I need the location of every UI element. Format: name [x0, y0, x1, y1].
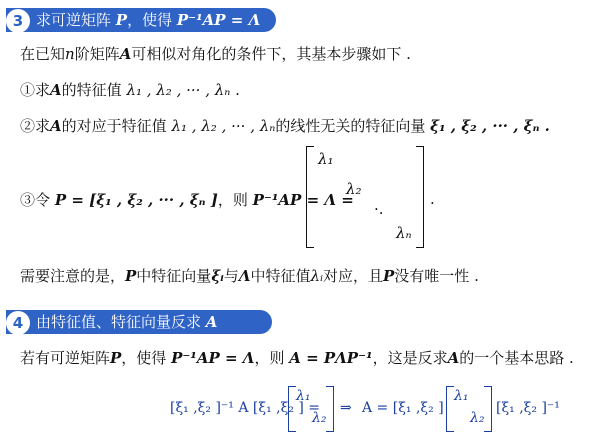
text: 若有可逆矩阵: [20, 349, 111, 367]
note-line: [20, 266, 479, 286]
text: 对应，且: [323, 267, 384, 285]
diag-dots: ·.: [374, 200, 384, 218]
diag-entry-2: λ₂: [312, 410, 327, 426]
formula-mid: A = [ξ₁ ,ξ₂ ]: [362, 400, 444, 416]
eigenvalues: λ₁ , λ₂ , ··· , λₙ .: [126, 81, 240, 99]
matrix-right-bracket: [484, 386, 492, 432]
title-equation: P⁻¹AP = Λ: [176, 11, 261, 29]
section-number-badge: 4: [6, 311, 30, 335]
section-3-header: [6, 8, 276, 32]
text: 阶矩阵: [74, 45, 120, 63]
step-marker: ②: [20, 117, 36, 135]
eigenvectors: ξ₁ , ξ₂ , ··· , ξₙ .: [430, 117, 550, 135]
section-number-badge: 3: [6, 9, 30, 33]
reverse-line: [20, 348, 574, 368]
matrix-right-bracket: [416, 146, 424, 248]
text: 中特征值: [250, 267, 311, 285]
section-title: [36, 310, 217, 334]
step-marker: ①: [20, 81, 36, 99]
text: 求: [35, 81, 51, 99]
text: 没有唯一性 .: [394, 267, 479, 285]
text: ，这是反求: [372, 349, 448, 367]
section-title: [36, 8, 260, 32]
intro-line: [20, 44, 411, 64]
var-P: P: [383, 267, 395, 285]
var-Lambda: Λ: [238, 267, 251, 285]
text: 求: [35, 117, 51, 135]
text: 令: [35, 191, 51, 209]
diag-entry-2: λ₂: [470, 410, 485, 426]
step-3-period: .: [430, 190, 435, 208]
step-3: [20, 190, 354, 210]
var-A: A: [447, 349, 460, 367]
text: 的特征值: [61, 81, 122, 99]
var-lambda: λᵢ: [310, 267, 323, 285]
var-P: P: [110, 349, 122, 367]
text: 的一个基本思路 .: [459, 349, 574, 367]
diag-entry-1: λ₁: [318, 150, 334, 168]
P-definition: P = [ξ₁ , ξ₂ , ··· , ξₙ ]: [54, 191, 218, 209]
step-marker: ③: [20, 191, 36, 209]
diag-entry-1: λ₁: [454, 388, 469, 404]
title-text: ，使得: [127, 11, 173, 29]
step-2: [20, 116, 550, 136]
equation: A = PΛP⁻¹: [289, 349, 373, 367]
text: 的线性无关的特征向量: [275, 117, 426, 135]
formula-right: [ξ₁ ,ξ₂ ]⁻¹: [496, 400, 560, 416]
title-var: P: [115, 11, 128, 29]
var-xi: ξᵢ: [211, 267, 224, 285]
title-var: A: [205, 313, 218, 331]
eigenvalues: λ₁ , λ₂ , ··· , λₙ: [171, 117, 276, 135]
title-text: 求可逆矩阵: [36, 11, 112, 29]
var-P: P: [125, 267, 137, 285]
diag-entry-n: λₙ: [396, 224, 412, 242]
similarity-equation: P⁻¹AP = Λ =: [252, 191, 354, 209]
title-text: 由特征值、特征向量反求: [36, 313, 202, 331]
matrix-left-bracket: [288, 386, 296, 432]
text: ，则: [217, 191, 248, 209]
matrix-left-bracket: [446, 386, 454, 432]
matrix-right-bracket: [326, 386, 334, 432]
text: ，则: [254, 349, 285, 367]
text: 与: [223, 267, 239, 285]
matrix-left-bracket: [306, 146, 314, 248]
formula-left: [ξ₁ ,ξ₂ ]⁻¹ A [ξ₁ ,ξ₂ ] =: [170, 400, 321, 416]
var-A: A: [50, 81, 62, 99]
var-A: A: [119, 45, 132, 63]
text: 可相似对角化的条件下，其基本步骤如下 .: [131, 45, 411, 63]
equation: P⁻¹AP = Λ: [171, 349, 255, 367]
section-4-header: [6, 310, 272, 334]
diag-entry-1: λ₁: [296, 388, 311, 404]
implies-arrow: ⇒: [340, 400, 352, 416]
text: 需要注意的是，: [20, 267, 126, 285]
text: 中特征向量: [136, 267, 212, 285]
text: 在已知: [20, 45, 66, 63]
var-A: A: [50, 117, 62, 135]
var-n: n: [65, 45, 75, 63]
text: ，使得: [121, 349, 167, 367]
text: 的对应于特征值: [61, 117, 167, 135]
step-1: [20, 80, 240, 100]
diag-entry-2: λ₂: [346, 180, 362, 198]
